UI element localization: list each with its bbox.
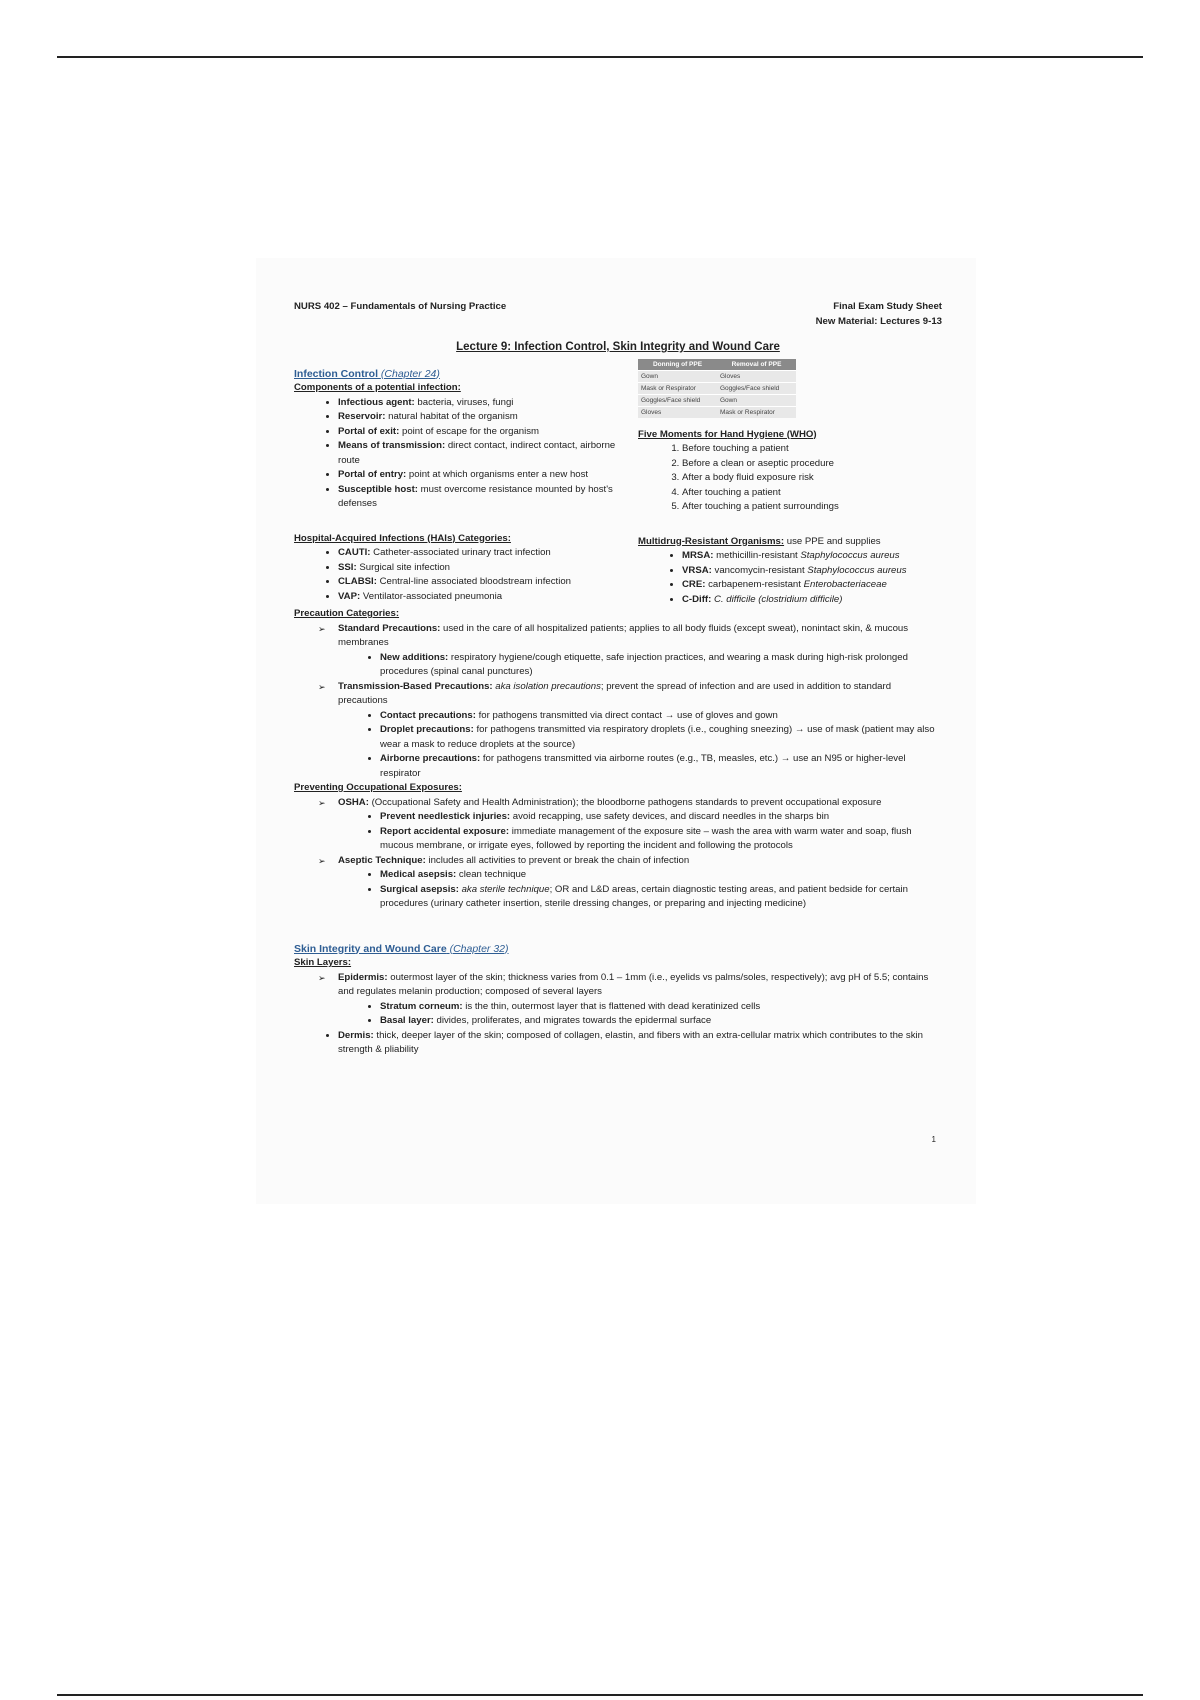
hand-hygiene-list — [638, 442, 938, 515]
section-title-skin — [294, 942, 942, 957]
list-item: ➢ Epidermis: outermost layer of the skin; thickness varies from 0.1 – 1mm (i.e., eyelids vs palms/soles, respectively); avg pH of 5.5; contains and regulates melanin production; composed of several layers • Stratum corneum: is the thin, outermost layer that is flattened with dead keratinized cells • Basal layer: divides, proliferates, and migrates towards the epidermal surface — [318, 971, 942, 1029]
chapter-ref: (Chapter 24) — [380, 367, 440, 380]
list-item: ➢ Aseptic Technique: includes all activities to prevent or break the chain of infection • Medical asepsis: clean technique • Surgical asepsis: aka sterile technique; OR and L&D areas, certain diagnostic testing areas, and patient bedside for certain procedures (urinary catheter insertion, sterile dressing changes, or preparing and injecting medicine) — [318, 854, 942, 912]
list-item: • Portal of entry: point at which organisms enter a new host — [338, 468, 636, 483]
ppe-header-donning: Donning of PPE — [638, 359, 717, 371]
list-item: 5. After touching a patient surroundings — [682, 500, 938, 515]
infection-columns — [294, 360, 942, 608]
list-item: 4. After touching a patient — [682, 486, 938, 501]
list-item: • CRE: carbapenem-resistant Enterobacteriaceae — [682, 578, 938, 593]
section-title-text: Skin Integrity and Wound Care — [294, 942, 447, 955]
list-item: • VAP: Ventilator-associated pneumonia — [338, 590, 636, 605]
hand-hygiene-heading: Five Moments for Hand Hygiene (WHO) — [638, 428, 817, 440]
skin-layers-heading: Skin Layers: — [294, 957, 352, 968]
ppe-table — [638, 359, 796, 418]
osha-sublist — [338, 810, 942, 854]
list-item: 1. Before touching a patient — [682, 442, 938, 457]
table-row: Gown Gloves — [638, 370, 796, 382]
list-item: • SSI: Surgical site infection — [338, 561, 636, 576]
sheet-name: Final Exam Study Sheet — [833, 301, 942, 312]
table-row: Goggles/Face shield Gown — [638, 394, 796, 406]
list-item: • CAUTI: Catheter-associated urinary tract infection — [338, 546, 636, 561]
epidermis-sublist — [338, 1000, 942, 1029]
occupational-heading: Preventing Occupational Exposures: — [294, 782, 462, 793]
transmission-sublist — [338, 709, 942, 782]
list-item: • VRSA: vancomycin-resistant Staphylococcus aureus — [682, 564, 938, 579]
list-item: • MRSA: methicillin-resistant Staphylococcus aureus — [682, 549, 938, 564]
list-item: • Surgical asepsis: aka sterile technique; OR and L&D areas, certain diagnostic testing areas, and patient bedside for certain procedures (urinary catheter insertion, sterile dressing changes, or preparing and injecting medicine) — [380, 883, 942, 912]
list-item: • CLABSI: Central-line associated bloodstream infection — [338, 575, 636, 590]
page-header — [294, 300, 942, 330]
top-rule — [57, 56, 1143, 58]
list-item: • Prevent needlestick injuries: avoid recapping, use safety devices, and discard needles in the sharps bin — [380, 810, 942, 825]
list-item: ➢ Standard Precautions: used in the care of all hospitalized patients; applies to all body fluids (except sweat), nonintact skin, & mucous membranes • New additions: respiratory hygiene/cough etiquette, safe injection practices, and wearing a mask during high-risk prolonged procedures (spinal canal punctures) — [318, 622, 942, 680]
list-item: • Infectious agent: bacteria, viruses, fungi — [338, 396, 636, 411]
list-item: 3. After a body fluid exposure risk — [682, 471, 938, 486]
list-item: • Droplet precautions: for pathogens transmitted via respiratory droplets (i.e., coughing sneezing) → use of mask (patient may also wear a mask to reduce droplets at the source) — [380, 723, 942, 752]
hai-heading: Hospital-Acquired Infections (HAIs) Categories: — [294, 532, 511, 544]
list-item: • Stratum corneum: is the thin, outermost layer that is flattened with dead keratinized cells — [380, 1000, 942, 1015]
precaution-list — [294, 622, 942, 782]
list-item: • Means of transmission: direct contact, indirect contact, airborne route — [338, 439, 636, 468]
sheet-title — [816, 300, 942, 329]
list-item: • C-Diff: C. difficile (clostridium difficile) — [682, 593, 938, 608]
occupational-list — [294, 796, 942, 912]
material-range: New Material: Lectures 9-13 — [815, 315, 942, 327]
standard-sublist — [338, 651, 942, 680]
page-content — [294, 300, 942, 1058]
mdro-list — [638, 549, 938, 607]
section-title-text: Infection Control — [294, 367, 378, 380]
mdro-note: use PPE and supplies — [784, 535, 881, 547]
bottom-rule — [57, 1694, 1143, 1696]
skin-layers-list — [294, 971, 942, 1029]
aseptic-sublist — [338, 868, 942, 912]
list-item: • Contact precautions: for pathogens transmitted via direct contact → use of gloves and gown — [380, 709, 942, 724]
list-item: • Report accidental exposure: immediate management of the exposure site – wash the area with warm water and soap, flush mucous membrane, or irrigate eyes, followed by reporting the incident and following the protocols — [380, 825, 942, 854]
list-item: • Susceptible host: must overcome resistance mounted by host's defenses — [338, 483, 636, 512]
list-item: 2. Before a clean or aseptic procedure — [682, 457, 938, 472]
chapter-ref: (Chapter 32) — [449, 942, 509, 955]
hai-list — [294, 546, 636, 604]
list-item: • Reservoir: natural habitat of the organism — [338, 410, 636, 425]
lecture-title: Lecture 9: Infection Control, Skin Integrity and Wound Care — [456, 341, 780, 353]
list-item: • Airborne precautions: for pathogens transmitted via airborne routes (e.g., TB, measles, etc.) → use an N95 or higher-level respirator — [380, 752, 942, 781]
list-item: • Basal layer: divides, proliferates, and migrates towards the epidermal surface — [380, 1014, 942, 1029]
list-item: ➢ OSHA: (Occupational Safety and Health Administration); the bloodborne pathogens standards to prevent occupational exposure • Prevent needlestick injuries: avoid recapping, use safety devices, and discard needles in the sharps bin • Report accidental exposure: immediate management of the exposure site – wash the area with warm water and soap, flush mucous membrane, or irrigate eyes, followed by reporting the incident and following the protocols — [318, 796, 942, 854]
list-item: • Portal of exit: point of escape for the organism — [338, 425, 636, 440]
right-column — [638, 360, 938, 608]
page-number: 1 — [931, 1135, 936, 1144]
list-item: • New additions: respiratory hygiene/cough etiquette, safe injection practices, and wearing a mask during high-risk prolonged procedures (spinal canal punctures) — [380, 651, 942, 680]
components-list — [294, 396, 636, 512]
table-row: Mask or Respirator Goggles/Face shield — [638, 382, 796, 394]
dermis-list — [294, 1029, 942, 1058]
course-title: NURS 402 – Fundamentals of Nursing Practice — [294, 301, 507, 312]
table-row: Gloves Mask or Respirator — [638, 406, 796, 418]
mdro-heading-line — [638, 535, 938, 550]
section-title-infection — [294, 367, 636, 382]
components-heading: Components of a potential infection: — [294, 382, 461, 393]
ppe-header-removal: Removal of PPE — [717, 359, 796, 371]
left-column — [294, 367, 636, 605]
list-item: • Dermis: thick, deeper layer of the skin; composed of collagen, elastin, and fibers with an extra-cellular matrix which contributes to the skin strength & pliability — [338, 1029, 942, 1058]
mdro-heading: Multidrug-Resistant Organisms: — [638, 535, 785, 547]
list-item: • Medical asepsis: clean technique — [380, 868, 942, 883]
document-page — [256, 258, 976, 1204]
precaution-heading: Precaution Categories: — [294, 608, 400, 619]
list-item: ➢ Transmission-Based Precautions: aka isolation precautions; prevent the spread of infection and are used in addition to standard precautions • Contact precautions: for pathogens transmitted via direct contact → use of gloves and gown • Droplet precautions: for pathogens transmitted via respiratory droplets (i.e., coughing sneezing) → use of mask (patient may also wear a mask to reduce droplets at the source) • Airborne precautions: for pathogens transmitted via airborne routes (e.g., TB, measles, etc.) → use an N95 or higher-level respirator — [318, 680, 942, 782]
